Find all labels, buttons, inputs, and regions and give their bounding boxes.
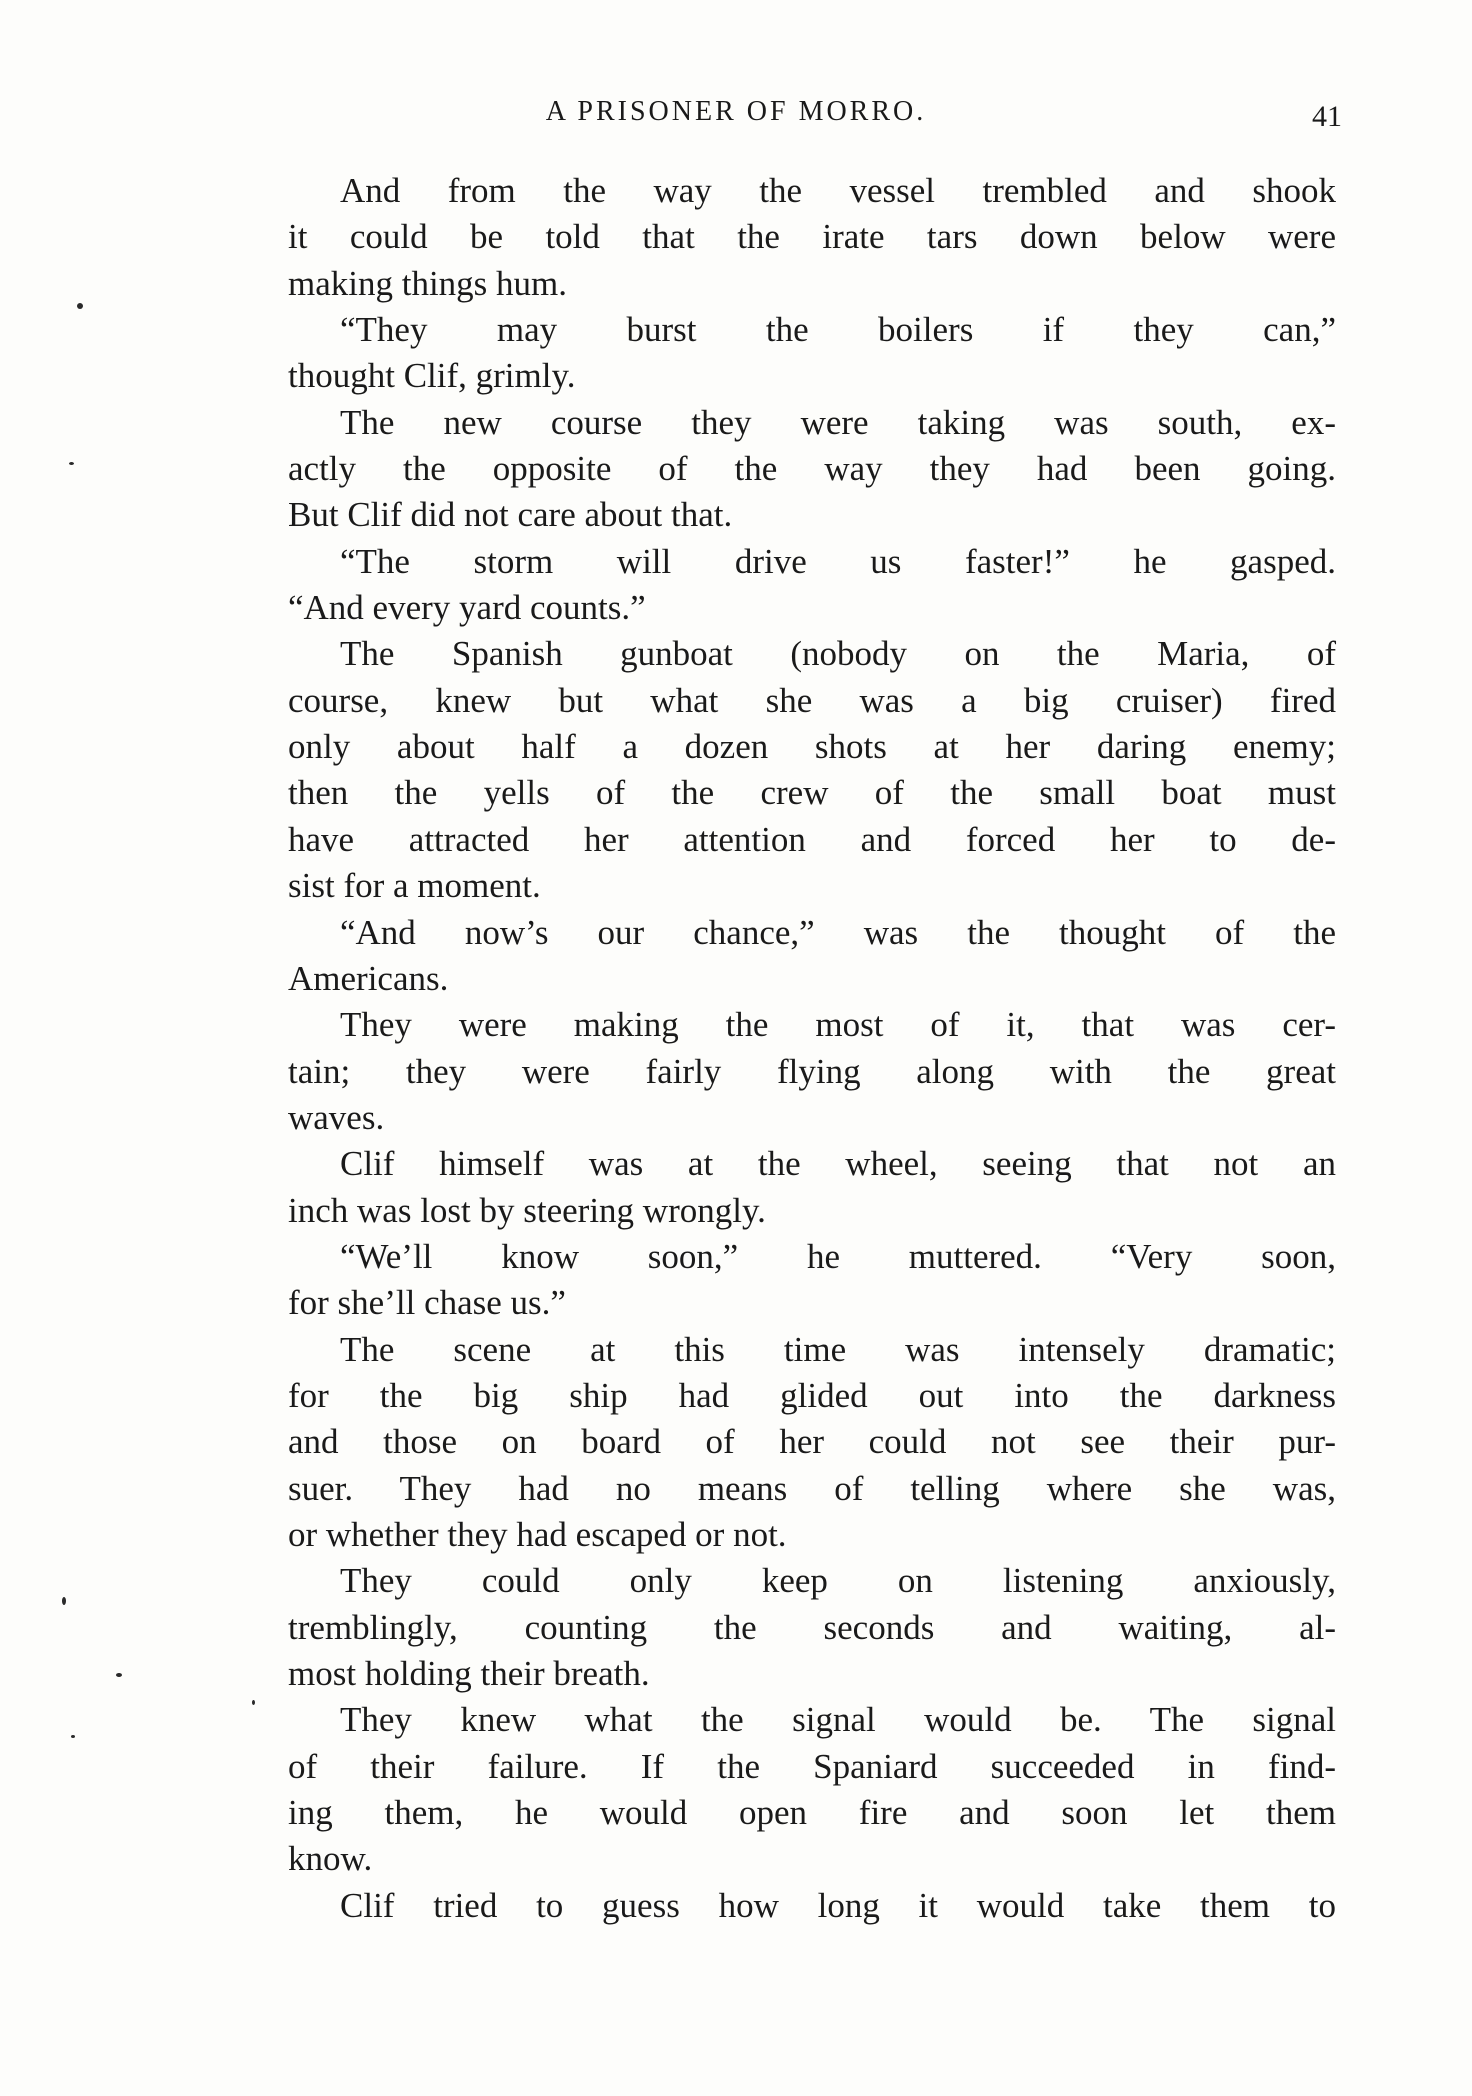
text-line: thought Clif, grimly.: [288, 356, 576, 396]
text-line: course, knew but what she was a big cruiser) fired: [288, 680, 1336, 720]
text-line: “The storm will drive us faster!” he gasped.: [340, 541, 1336, 581]
text-line: have attracted her attention and forced her to de-: [288, 819, 1336, 859]
scan-speck: [71, 1735, 75, 1738]
scan-speck: [252, 1700, 255, 1705]
text-line: only about half a dozen shots at her daring enemy;: [288, 727, 1336, 767]
scan-speck: [116, 1673, 122, 1677]
text-line: They could only keep on listening anxiously,: [340, 1561, 1336, 1601]
text-line: it could be told that the irate tars down below were: [288, 217, 1336, 257]
text-line: “And every yard counts.”: [288, 588, 646, 628]
text-line: tremblingly, counting the seconds and waiting, al-: [288, 1607, 1336, 1647]
text-line: suer. They had no means of telling where she was,: [288, 1468, 1336, 1508]
text-line: and those on board of her could not see their pur-: [288, 1422, 1336, 1462]
text-line: for the big ship had glided out into the darkness: [288, 1375, 1336, 1415]
text-line: The Spanish gunboat (nobody on the Maria, of: [340, 634, 1336, 674]
text-line: But Clif did not care about that.: [288, 495, 733, 535]
text-line: sist for a moment.: [288, 866, 541, 906]
text-line: The new course they were taking was south, ex-: [340, 402, 1336, 442]
scan-speck: [69, 462, 74, 465]
text-line: making things hum.: [288, 263, 568, 303]
text-line: ing them, he would open fire and soon let them: [288, 1793, 1336, 1833]
text-line: waves.: [288, 1097, 385, 1137]
text-line: Clif tried to guess how long it would take them to: [340, 1885, 1336, 1925]
text-line: They were making the most of it, that was cer-: [340, 1005, 1336, 1045]
text-line: or whether they had escaped or not.: [288, 1514, 787, 1554]
page-number: 41: [1312, 100, 1342, 133]
text-line: then the yells of the crew of the small boat must: [288, 773, 1336, 813]
text-line: The scene at this time was intensely dramatic;: [340, 1329, 1336, 1369]
page-header: [0, 96, 1472, 136]
text-line: tain; they were fairly flying along with the great: [288, 1051, 1336, 1091]
body-text: [288, 168, 1336, 1929]
text-line: Americans.: [288, 958, 449, 998]
text-line: “We’ll know soon,” he muttered. “Very soon,: [340, 1236, 1336, 1276]
scan-speck: [62, 1597, 66, 1605]
text-line: actly the opposite of the way they had been going.: [288, 449, 1336, 489]
text-line: They knew what the signal would be. The signal: [340, 1700, 1336, 1740]
text-line: Clif himself was at the wheel, seeing that not an: [340, 1144, 1336, 1184]
text-line: “And now’s our chance,” was the thought of the: [340, 912, 1336, 952]
text-line: of their failure. If the Spaniard succeeded in find-: [288, 1746, 1336, 1786]
text-line: for she’ll chase us.”: [288, 1283, 566, 1323]
text-line: know.: [288, 1839, 373, 1879]
text-line: “They may burst the boilers if they can,”: [340, 310, 1336, 350]
scan-speck: [77, 303, 83, 309]
running-head: A PRISONER OF MORRO.: [545, 96, 927, 127]
text-line: inch was lost by steering wrongly.: [288, 1190, 766, 1230]
text-line: And from the way the vessel trembled and shook: [340, 171, 1336, 210]
text-line: most holding their breath.: [288, 1654, 650, 1693]
